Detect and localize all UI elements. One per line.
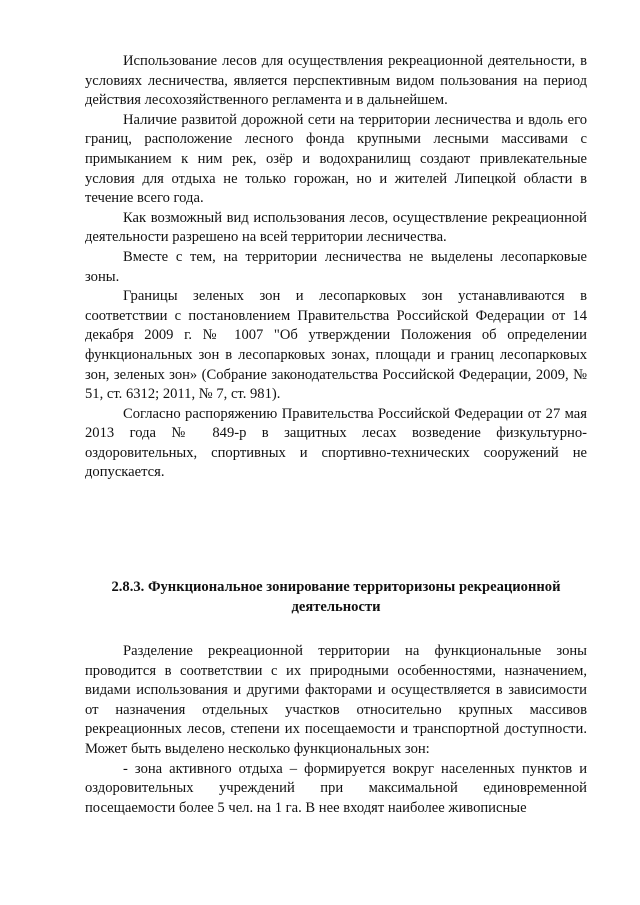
paragraph-active-rest-zone: - зона активного отдыха – формируется вокруг населенных пунктов и оздоровительных учреждений при максимальной единовременной посещаемости более 5 чел. на 1 га. В нее входят наиболее живописные [85, 760, 587, 816]
paragraph-no-forest-park-zones: Вместе с тем, на территории лесничества не выделены лесопарковые зоны. [85, 248, 587, 285]
document-page [85, 52, 587, 818]
section-heading-functional-zoning: 2.8.3. Функциональное зонирование территоризоны рекреационной деятельности [111, 579, 561, 616]
paragraph-green-zone-boundaries: Границы зеленых зон и лесопарковых зон устанавливаются в соответствии с постановлением Правительства Российской Федерации от 14 декабря 2009 г. № 1007 "Об утверждении Положения об определении функциональных зон в лесопарковых зонах, площади и границ лесопарковых зон, зеленых зон» (Собрание законодательства Российской Федерации, 2009, № 51, ст. 6312; 2011, № 7, ст. 981). [85, 288, 587, 403]
paragraph-government-order: Согласно распоряжению Правительства Российской Федерации от 27 мая 2013 года № 849-р в защитных лесах возведение физкультурно-оздоровительных, спортивных и спортивно-технических сооружений не допускается. [85, 405, 587, 481]
section-functional-zoning [85, 642, 587, 818]
paragraph-road-network: Наличие развитой дорожной сети на территории лесничества и вдоль его границ, расположение лесного фонда крупными лесными массивами с примыканием к ним рек, озёр и водохранилищ создают привлекательные условия для отдыха не только горожан, но и жителей Липецкой области в течение всего года. [85, 111, 587, 207]
paragraph-recreation-perspective: Использование лесов для осуществления рекреационной деятельности, в условиях лесничества, является перспективным видом пользования на период действия лесохозяйственного регламента и в дальнейшем. [85, 53, 587, 109]
section-recreation-use [85, 52, 587, 483]
paragraph-zone-division: Разделение рекреационной территории на функциональные зоны проводится в соответствии с их природными особенностями, назначением, видами использования и другими факторами и осуществляется в зависимости от назначения отдельных участков относительно крупных массивов рекреационных лесов, степени их посещаемости и транспортной доступности. Может быть выделено несколько функциональных зон: [85, 643, 587, 758]
paragraph-allowed-territory: Как возможный вид использования лесов, осуществление рекреационной деятельности разрешено на всей территории лесничества. [85, 209, 587, 246]
